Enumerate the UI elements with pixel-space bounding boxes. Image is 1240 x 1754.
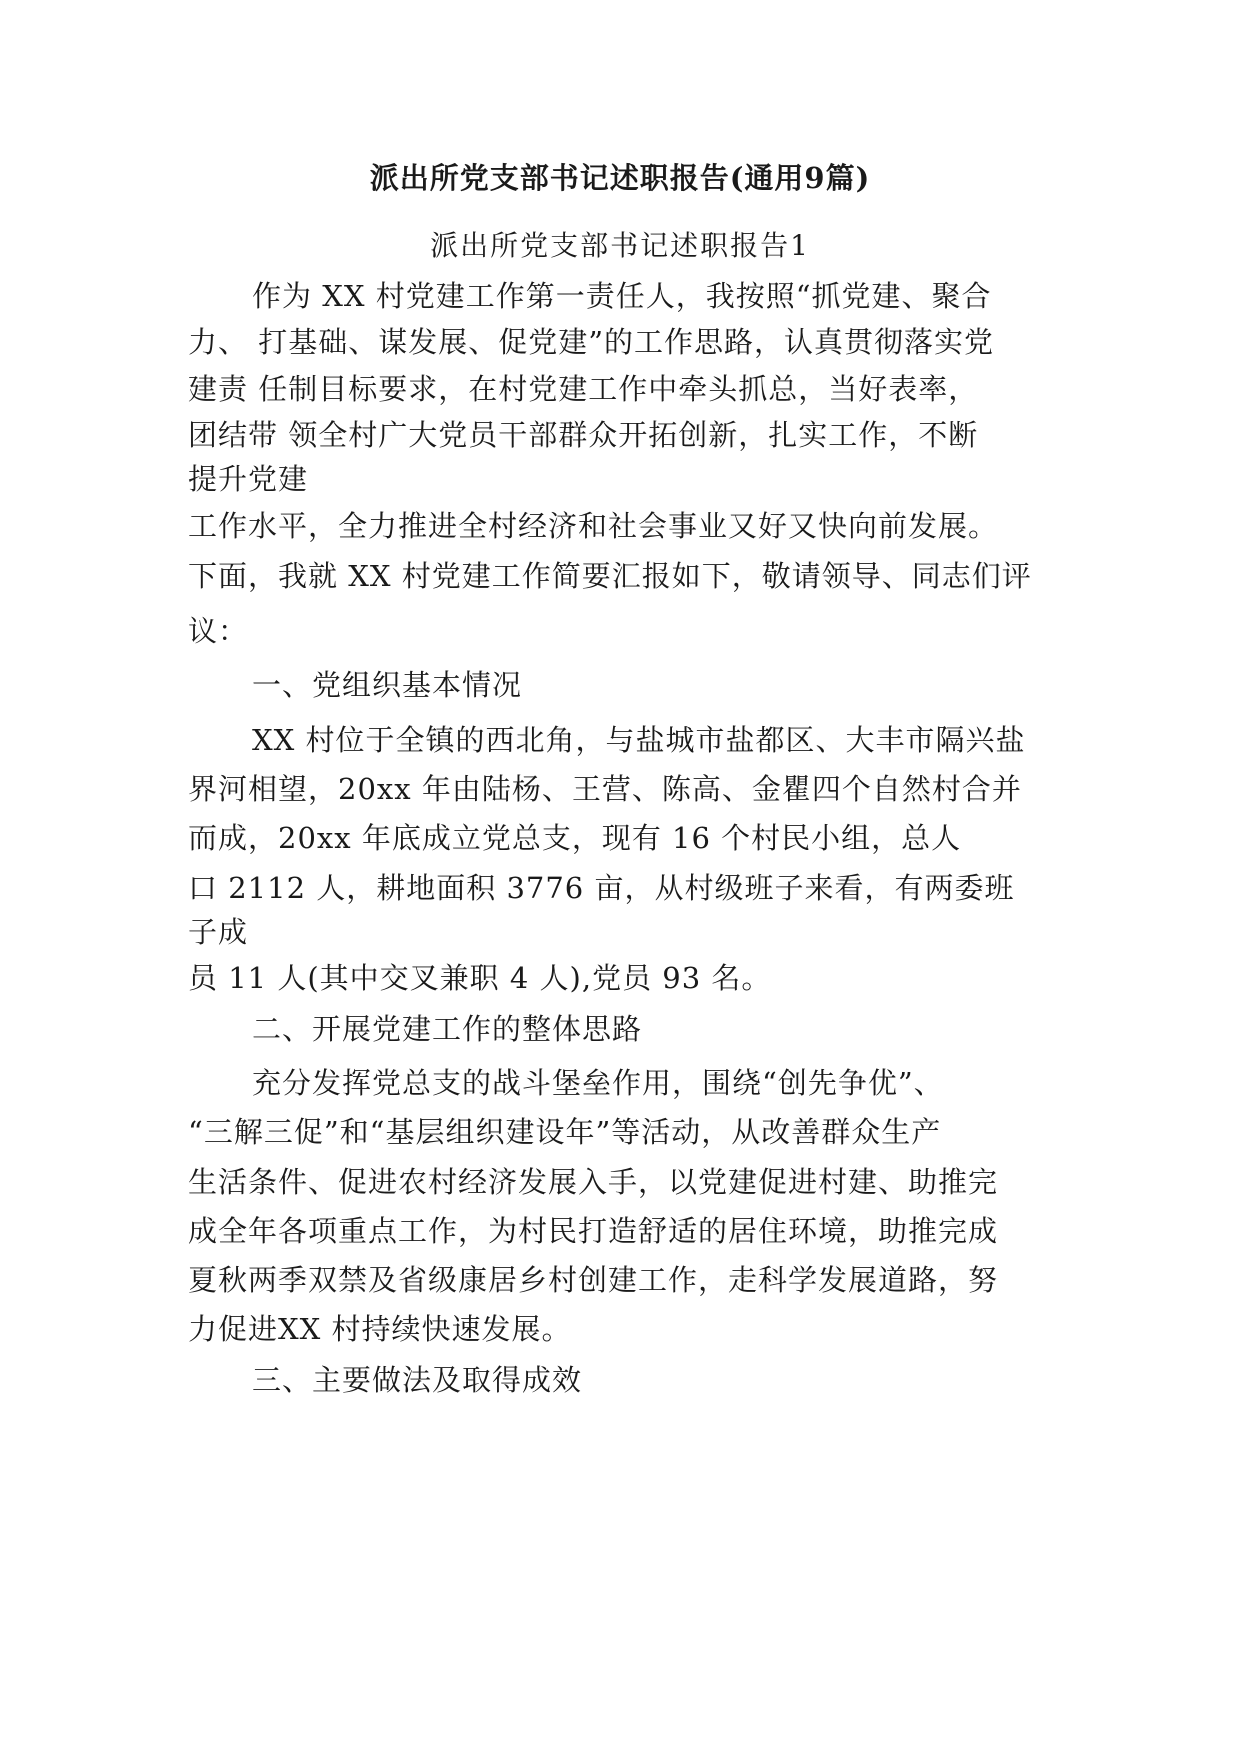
- paragraph-line: 下面，我就 XX 村党建工作简要汇报如下，敬请领导、同志们评: [188, 559, 1032, 593]
- paragraph-line: 充分发挥党总支的战斗堡垒作用，围绕“创先争优”、: [252, 1066, 944, 1100]
- paragraph-line: 员 11 人(其中交叉兼职 4 人),党员 93 名。: [188, 961, 772, 995]
- paragraph-line: 成全年各项重点工作，为村民打造舒适的居住环境，助推完成: [188, 1214, 999, 1248]
- paragraph-line: XX 村位于全镇的西北角，与盐城市盐都区、大丰市隔兴盐: [252, 723, 1026, 757]
- paragraph-line: 团结带 领全村广大党员干部群众开拓创新，扎实工作，不断: [188, 418, 979, 452]
- paragraph-line: 口 2112 人，耕地面积 3776 亩，从村级班子来看，有两委班: [188, 871, 1015, 905]
- section-heading: 三、主要做法及取得成效: [252, 1363, 583, 1397]
- paragraph-line: 夏秋两季双禁及省级康居乡村创建工作，走科学发展道路，努: [188, 1263, 999, 1297]
- document-title: 派出所党支部书记述职报告(通用9篇): [369, 161, 871, 195]
- paragraph-line: 子成: [188, 915, 249, 949]
- paragraph-line: “三解三促”和“基层组织建设年”等活动，从改善群众生产: [188, 1115, 942, 1149]
- paragraph-line: 议：: [188, 614, 249, 648]
- paragraph-line: 生活条件、促进农村经济发展入手，以党建促进村建、助推完: [188, 1165, 999, 1199]
- paragraph-line: 提升党建: [188, 462, 309, 496]
- paragraph-line: 建责 任制目标要求，在村党建工作中牵头抓总，当好表率，: [188, 372, 979, 406]
- paragraph-line: 力、 打基础、谋发展、促党建”的工作思路，认真贯彻落实党: [188, 325, 995, 359]
- paragraph-line: 力促进XX 村持续快速发展。: [188, 1312, 572, 1346]
- paragraph-line: 而成，20xx 年底成立党总支，现有 16 个村民小组，总人: [188, 821, 962, 855]
- paragraph-line: 工作水平，全力推进全村经济和社会事业又好又快向前发展。: [188, 509, 999, 543]
- section-heading: 一、党组织基本情况: [252, 668, 523, 702]
- paragraph-line: 作为 XX 村党建工作第一责任人，我按照“抓党建、聚合: [252, 279, 992, 313]
- paragraph-line: 界河相望，20xx 年由陆杨、王营、陈高、金瞿四个自然村合并: [188, 772, 1022, 806]
- document-subtitle: 派出所党支部书记述职报告1: [430, 229, 810, 262]
- section-heading: 二、开展党建工作的整体思路: [252, 1012, 643, 1046]
